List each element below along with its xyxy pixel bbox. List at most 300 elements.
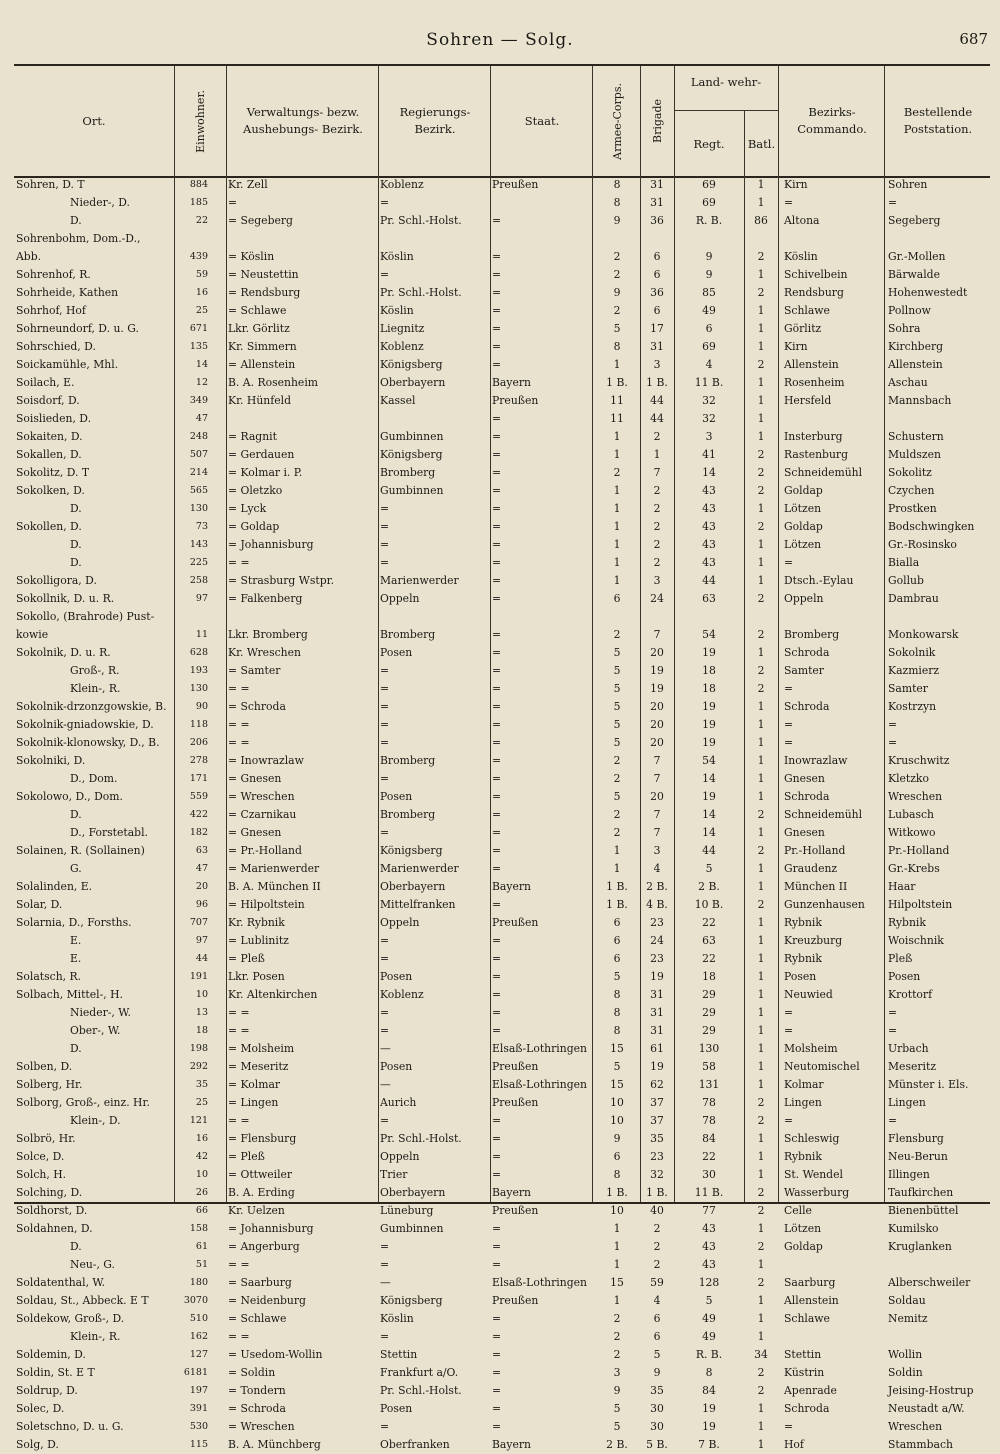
cell-bezirks-commando: Neuwied	[784, 988, 833, 1001]
cell-einwohner: 292	[189, 1061, 208, 1072]
cell-armee-corps: 1	[613, 1294, 621, 1307]
cell-regiment: 9	[705, 268, 713, 281]
cell-ort: Soletschno, D. u. G.	[16, 1420, 124, 1433]
cell-ort: Soldahnen, D.	[16, 1222, 93, 1235]
cell-poststation: Prostken	[888, 502, 937, 515]
cell-bataillon: 1	[757, 1312, 765, 1325]
cell-staat: =	[492, 322, 502, 335]
cell-regiment: 19	[702, 700, 716, 713]
cell-poststation: Meseritz	[888, 1060, 937, 1073]
cell-verwaltungsbezirk: = Hilpoltstein	[228, 898, 305, 911]
cell-regiment: 43	[702, 538, 716, 551]
cell-regiment: 43	[702, 484, 716, 497]
cell-einwohner: 180	[189, 1277, 208, 1288]
cell-ort: Sokolnik, D. u. R.	[16, 646, 111, 659]
cell-armee-corps: 5	[613, 736, 621, 749]
header-brigade	[641, 66, 674, 176]
cell-einwohner: 47	[195, 863, 208, 874]
cell-ort: Sokolitz, D. T	[16, 466, 90, 479]
cell-staat: =	[492, 358, 502, 371]
cell-bezirks-commando: Hersfeld	[784, 394, 832, 407]
cell-ort: Solalinden, E.	[16, 880, 93, 893]
header-bezirks-commando: Bezirks- Commando.	[797, 105, 867, 136]
cell-bezirks-commando: Rybnik	[784, 952, 822, 965]
cell-verwaltungsbezirk: = =	[228, 1024, 250, 1037]
page-number: 687	[959, 30, 988, 48]
cell-bezirks-commando: Schroda	[784, 790, 830, 803]
header-regt: Regt.	[693, 137, 725, 151]
cell-poststation: Mannsbach	[888, 394, 952, 407]
cell-armee-corps: 2	[613, 1330, 621, 1343]
cell-bezirks-commando: =	[784, 556, 794, 569]
cell-regiment: 11 B.	[694, 376, 724, 389]
cell-staat: =	[492, 664, 502, 677]
cell-brigade: 1 B.	[646, 1186, 668, 1199]
cell-einwohner: 90	[195, 701, 208, 712]
cell-ort: Solarnia, D., Forsths.	[16, 916, 132, 929]
cell-regiment: 43	[702, 520, 716, 533]
cell-armee-corps: 2	[613, 628, 621, 641]
table-row	[14, 338, 990, 356]
cell-ort: Solbrö, Hr.	[16, 1132, 76, 1145]
cell-bataillon: 2	[757, 286, 765, 299]
cell-staat: =	[492, 214, 502, 227]
cell-einwohner: 25	[195, 1097, 208, 1108]
cell-bezirks-commando: St. Wendel	[784, 1168, 843, 1181]
table-row	[14, 428, 990, 446]
cell-regiment: 14	[702, 772, 716, 785]
cell-bataillon: 1	[757, 1042, 765, 1055]
cell-staat: =	[492, 1168, 502, 1181]
cell-bataillon: 1	[757, 1438, 765, 1451]
cell-bezirks-commando: Saarburg	[784, 1276, 836, 1289]
cell-armee-corps: 8	[613, 1006, 621, 1019]
cell-einwohner: 191	[189, 971, 208, 982]
cell-einwohner: 97	[195, 593, 208, 604]
cell-regierungsbezirk: =	[380, 538, 390, 551]
cell-regierungsbezirk: —	[380, 1276, 391, 1289]
cell-verwaltungsbezirk: B. A. Erding	[228, 1186, 295, 1199]
cell-brigade: 19	[650, 682, 664, 695]
cell-ort: Solch, H.	[16, 1168, 67, 1181]
cell-verwaltungsbezirk: = Kolmar	[228, 1078, 281, 1091]
cell-armee-corps: 5	[613, 1402, 621, 1415]
cell-brigade: 35	[650, 1132, 664, 1145]
cell-regierungsbezirk: Aurich	[380, 1096, 417, 1109]
table-bottom-rule	[14, 1202, 990, 1204]
cell-regiment: 14	[702, 826, 716, 839]
cell-bataillon: 1	[757, 430, 765, 443]
cell-regiment: 11 B.	[694, 1186, 724, 1199]
cell-verwaltungsbezirk: = Neidenburg	[228, 1294, 306, 1307]
cell-einwohner: 97	[195, 935, 208, 946]
cell-staat: =	[492, 1402, 502, 1415]
cell-regiment: 44	[702, 574, 716, 587]
cell-verwaltungsbezirk: B. A. Münchberg	[228, 1438, 321, 1451]
cell-armee-corps: 9	[613, 214, 621, 227]
cell-regiment: 19	[702, 718, 716, 731]
cell-staat: =	[492, 466, 502, 479]
cell-armee-corps: 11	[610, 394, 624, 407]
table-body	[14, 176, 990, 1451]
table-row	[14, 1148, 990, 1166]
cell-poststation: Aschau	[888, 376, 928, 389]
cell-brigade: 62	[650, 1078, 664, 1091]
cell-ort: Klein-, D.	[70, 1114, 121, 1127]
cell-regiment: 30	[702, 1168, 716, 1181]
cell-bezirks-commando: Rybnik	[784, 916, 822, 929]
cell-poststation: Monkowarsk	[888, 628, 959, 641]
cell-ort: D.	[70, 556, 82, 569]
cell-poststation: Dambrau	[888, 592, 939, 605]
cell-ort: Solben, D.	[16, 1060, 73, 1073]
cell-poststation: Witkowo	[888, 826, 936, 839]
cell-verwaltungsbezirk: = Marienwerder	[228, 862, 320, 875]
cell-armee-corps: 1 B.	[606, 376, 628, 389]
cell-brigade: 32	[650, 1168, 664, 1181]
cell-regierungsbezirk: Oberbayern	[380, 376, 446, 389]
cell-ort: Solainen, R. (Sollainen)	[16, 844, 145, 857]
cell-bezirks-commando: Gunzenhausen	[784, 898, 865, 911]
table-row	[14, 1022, 990, 1040]
cell-bataillon: 2	[757, 1186, 765, 1199]
cell-staat: Bayern	[492, 376, 531, 389]
cell-staat: =	[492, 628, 502, 641]
cell-staat: =	[492, 1150, 502, 1163]
cell-armee-corps: 1	[613, 430, 621, 443]
header-einwohner	[176, 66, 224, 176]
cell-armee-corps: 1	[613, 1240, 621, 1253]
cell-einwohner: 225	[189, 557, 208, 568]
cell-bataillon: 1	[757, 718, 765, 731]
cell-staat: =	[492, 574, 502, 587]
cell-regiment: 69	[702, 178, 716, 191]
header-batl: Batl.	[747, 137, 776, 151]
cell-brigade: 23	[650, 1150, 664, 1163]
cell-regierungsbezirk: Marienwerder	[380, 862, 459, 875]
cell-regiment: 84	[702, 1132, 716, 1145]
cell-einwohner: 135	[189, 341, 208, 352]
cell-armee-corps: 2 B.	[606, 1438, 628, 1451]
cell-armee-corps: 5	[613, 718, 621, 731]
cell-bataillon: 2	[757, 1366, 765, 1379]
cell-bezirks-commando: Schroda	[784, 646, 830, 659]
cell-brigade: 19	[650, 1060, 664, 1073]
table-row	[14, 284, 990, 302]
cell-regierungsbezirk: Königsberg	[380, 1294, 443, 1307]
cell-poststation: Gollub	[888, 574, 924, 587]
cell-brigade: 3	[653, 844, 661, 857]
cell-ort: Nieder-, D.	[70, 196, 130, 209]
cell-verwaltungsbezirk: = =	[228, 682, 250, 695]
cell-brigade: 7	[653, 466, 661, 479]
cell-regiment: 22	[702, 952, 716, 965]
cell-armee-corps: 5	[613, 322, 621, 335]
cell-regierungsbezirk: Posen	[380, 1060, 413, 1073]
cell-poststation: Krottorf	[888, 988, 933, 1001]
cell-regiment: 32	[702, 394, 716, 407]
cell-verwaltungsbezirk: Kr. Hünfeld	[228, 394, 291, 407]
cell-einwohner: 130	[189, 683, 208, 694]
cell-regiment: 19	[702, 790, 716, 803]
cell-brigade: 2	[653, 538, 661, 551]
cell-regierungsbezirk: Koblenz	[380, 178, 424, 191]
cell-regierungsbezirk: =	[380, 826, 390, 839]
cell-regiment: 32	[702, 412, 716, 425]
table-row	[14, 1040, 990, 1058]
cell-bataillon: 1	[757, 934, 765, 947]
cell-verwaltungsbezirk: = Rendsburg	[228, 286, 301, 299]
cell-bataillon: 1	[757, 988, 765, 1001]
cell-regiment: 18	[702, 682, 716, 695]
cell-poststation: Muldszen	[888, 448, 941, 461]
cell-ort: Sohrheide, Kathen	[16, 286, 119, 299]
cell-bezirks-commando: Lötzen	[784, 1222, 822, 1235]
cell-armee-corps: 5	[613, 664, 621, 677]
cell-regiment: 49	[702, 304, 716, 317]
cell-armee-corps: 1	[613, 538, 621, 551]
cell-verwaltungsbezirk: B. A. München II	[228, 880, 321, 893]
cell-verwaltungsbezirk: =	[228, 196, 238, 209]
cell-bataillon: 1	[757, 574, 765, 587]
cell-bezirks-commando: Kirn	[784, 340, 808, 353]
cell-bezirks-commando: Kreuzburg	[784, 934, 843, 947]
cell-bezirks-commando: Kolmar	[784, 1078, 824, 1091]
cell-bezirks-commando: =	[784, 1024, 794, 1037]
cell-bataillon: 2	[757, 358, 765, 371]
table-row	[14, 608, 990, 626]
cell-regierungsbezirk: Königsberg	[380, 448, 443, 461]
table-row	[14, 1004, 990, 1022]
cell-verwaltungsbezirk: = Schroda	[228, 700, 286, 713]
cell-verwaltungsbezirk: = Gnesen	[228, 772, 282, 785]
cell-brigade: 6	[653, 1330, 661, 1343]
cell-armee-corps: 9	[613, 1132, 621, 1145]
cell-einwohner: 559	[189, 791, 208, 802]
cell-armee-corps: 1	[613, 556, 621, 569]
cell-regierungsbezirk: —	[380, 1078, 391, 1091]
cell-bataillon: 1	[757, 1420, 765, 1433]
cell-ort: Soldemin, D.	[16, 1348, 86, 1361]
cell-armee-corps: 9	[613, 286, 621, 299]
cell-regierungsbezirk: =	[380, 718, 390, 731]
cell-regierungsbezirk: =	[380, 664, 390, 677]
cell-bezirks-commando: Kirn	[784, 178, 808, 191]
cell-verwaltungsbezirk: Lkr. Posen	[228, 970, 285, 983]
cell-brigade: 30	[650, 1402, 664, 1415]
cell-ort: D.	[70, 502, 82, 515]
cell-regierungsbezirk: Gumbinnen	[380, 484, 444, 497]
cell-einwohner: 10	[195, 1169, 208, 1180]
cell-armee-corps: 6	[613, 952, 621, 965]
cell-armee-corps: 2	[613, 250, 621, 263]
table-row	[14, 482, 990, 500]
cell-poststation: Lingen	[888, 1096, 926, 1109]
cell-bezirks-commando: Gnesen	[784, 826, 825, 839]
cell-brigade: 36	[650, 214, 664, 227]
table-row	[14, 302, 990, 320]
cell-verwaltungsbezirk: = Usedom-Wollin	[228, 1348, 323, 1361]
cell-ort: Sokolligora, D.	[16, 574, 97, 587]
cell-bataillon: 1	[757, 502, 765, 515]
cell-staat: Bayern	[492, 1186, 531, 1199]
cell-bezirks-commando: Rendsburg	[784, 286, 844, 299]
cell-ort: Soisdorf, D.	[16, 394, 80, 407]
cell-bataillon: 1	[757, 1168, 765, 1181]
cell-bezirks-commando: Molsheim	[784, 1042, 838, 1055]
cell-poststation: Czychen	[888, 484, 935, 497]
cell-regiment: 54	[702, 754, 716, 767]
cell-staat: =	[492, 1132, 502, 1145]
cell-ort: Groß-, R.	[70, 664, 120, 677]
cell-einwohner: 6181	[183, 1367, 208, 1378]
cell-regierungsbezirk: Pr. Schl.-Holst.	[380, 1384, 462, 1397]
cell-regierungsbezirk: Posen	[380, 1402, 413, 1415]
cell-bataillon: 1	[757, 1294, 765, 1307]
cell-armee-corps: 5	[613, 790, 621, 803]
table-row	[14, 410, 990, 428]
cell-staat: =	[492, 1330, 502, 1343]
cell-bezirks-commando: =	[784, 196, 794, 209]
cell-ort: D.	[70, 1240, 82, 1253]
cell-verwaltungsbezirk: = Schlawe	[228, 1312, 287, 1325]
cell-staat: Elsaß-Lothringen	[492, 1078, 587, 1091]
cell-poststation: Kumilsko	[888, 1222, 939, 1235]
cell-regiment: 19	[702, 1402, 716, 1415]
cell-regiment: 22	[702, 1150, 716, 1163]
cell-regierungsbezirk: =	[380, 1114, 390, 1127]
cell-bezirks-commando: Pr.-Holland	[784, 844, 846, 857]
cell-ort: Sokollo, (Brahrode) Pust-	[16, 610, 155, 623]
cell-brigade: 2 B.	[646, 880, 668, 893]
cell-brigade: 36	[650, 286, 664, 299]
cell-brigade: 59	[650, 1276, 664, 1289]
cell-einwohner: 143	[189, 539, 208, 550]
cell-staat: =	[492, 412, 502, 425]
cell-ort: E.	[70, 952, 82, 965]
cell-regierungsbezirk: Liegnitz	[380, 322, 425, 335]
cell-einwohner: 671	[189, 323, 208, 334]
cell-bataillon: 2	[757, 1204, 765, 1217]
cell-poststation: Sokolnik	[888, 646, 936, 659]
header-poststation: Bestellende Poststation.	[903, 105, 973, 136]
cell-bataillon: 1	[757, 556, 765, 569]
cell-einwohner: 391	[189, 1403, 208, 1414]
cell-verwaltungsbezirk: = Ragnit	[228, 430, 277, 443]
table-row	[14, 554, 990, 572]
cell-ort: Sokolniki, D.	[16, 754, 86, 767]
cell-bataillon: 1	[757, 754, 765, 767]
table-row	[14, 1238, 990, 1256]
cell-brigade: 20	[650, 700, 664, 713]
header-ort: Ort.	[82, 113, 106, 128]
cell-bataillon: 1	[757, 916, 765, 929]
cell-regierungsbezirk: Lüneburg	[380, 1204, 434, 1217]
cell-verwaltungsbezirk: = Köslin	[228, 250, 275, 263]
cell-einwohner: 439	[189, 251, 208, 262]
cell-brigade: 20	[650, 790, 664, 803]
cell-poststation: Soldau	[888, 1294, 926, 1307]
cell-verwaltungsbezirk: = Pleß	[228, 1150, 265, 1163]
table-row	[14, 1418, 990, 1436]
cell-regierungsbezirk: Bromberg	[380, 754, 436, 767]
cell-einwohner: 73	[195, 521, 208, 532]
table-row	[14, 1436, 990, 1454]
header-staat: Staat.	[524, 113, 560, 128]
cell-brigade: 17	[650, 322, 664, 335]
cell-regiment: 78	[702, 1114, 716, 1127]
cell-regierungsbezirk: Koblenz	[380, 340, 424, 353]
cell-bezirks-commando: Samter	[784, 664, 824, 677]
cell-armee-corps: 1	[613, 1222, 621, 1235]
cell-verwaltungsbezirk: = Angerburg	[228, 1240, 300, 1253]
cell-bezirks-commando: Rosenheim	[784, 376, 845, 389]
cell-bataillon: 1	[757, 952, 765, 965]
cell-bezirks-commando: Wasserburg	[784, 1186, 850, 1199]
table-row	[14, 1310, 990, 1328]
cell-armee-corps: 2	[613, 826, 621, 839]
table-row	[14, 698, 990, 716]
cell-ort: D.	[70, 214, 82, 227]
cell-staat: =	[492, 286, 502, 299]
cell-bezirks-commando: Graudenz	[784, 862, 838, 875]
cell-ort: Soldrup, D.	[16, 1384, 78, 1397]
cell-bataillon: 1	[757, 340, 765, 353]
cell-einwohner: 278	[189, 755, 208, 766]
cell-bataillon: 2	[757, 682, 765, 695]
cell-ort: Solborg, Groß-, einz. Hr.	[16, 1096, 150, 1109]
cell-poststation: Rybnik	[888, 916, 926, 929]
cell-poststation: Posen	[888, 970, 921, 983]
cell-regiment: 63	[702, 592, 716, 605]
cell-poststation: Gr.-Mollen	[888, 250, 946, 263]
cell-regierungsbezirk: Königsberg	[380, 358, 443, 371]
cell-bataillon: 2	[757, 628, 765, 641]
cell-bezirks-commando: München II	[784, 880, 848, 893]
cell-brigade: 7	[653, 628, 661, 641]
cell-regiment: 7 B.	[698, 1438, 720, 1451]
cell-staat: Preußen	[492, 178, 539, 191]
cell-regiment: 5	[705, 1294, 713, 1307]
cell-brigade: 6	[653, 250, 661, 263]
cell-regiment: 58	[702, 1060, 716, 1073]
cell-regiment: 131	[698, 1078, 720, 1091]
cell-brigade: 1	[653, 448, 661, 461]
cell-bezirks-commando: Posen	[784, 970, 817, 983]
table-row	[14, 914, 990, 932]
cell-staat: Preußen	[492, 1204, 539, 1217]
cell-regiment: 18	[702, 970, 716, 983]
cell-verwaltungsbezirk: = Falkenberg	[228, 592, 303, 605]
cell-einwohner: 12	[195, 377, 208, 388]
cell-ort: Soldhorst, D.	[16, 1204, 88, 1217]
cell-armee-corps: 8	[613, 178, 621, 191]
cell-poststation: Allenstein	[888, 358, 943, 371]
cell-regiment: 85	[702, 286, 716, 299]
cell-regierungsbezirk: Pr. Schl.-Holst.	[380, 286, 462, 299]
cell-regiment: 29	[702, 1006, 716, 1019]
cell-verwaltungsbezirk: = Saarburg	[228, 1276, 292, 1289]
table-row	[14, 1382, 990, 1400]
cell-ort: Klein-, R.	[70, 682, 121, 695]
cell-regierungsbezirk: =	[380, 934, 390, 947]
cell-ort: D.	[70, 808, 82, 821]
cell-regiment: 3	[705, 430, 713, 443]
cell-brigade: 2	[653, 556, 661, 569]
cell-regierungsbezirk: =	[380, 520, 390, 533]
cell-einwohner: 884	[189, 179, 208, 190]
cell-regierungsbezirk: Kassel	[380, 394, 416, 407]
